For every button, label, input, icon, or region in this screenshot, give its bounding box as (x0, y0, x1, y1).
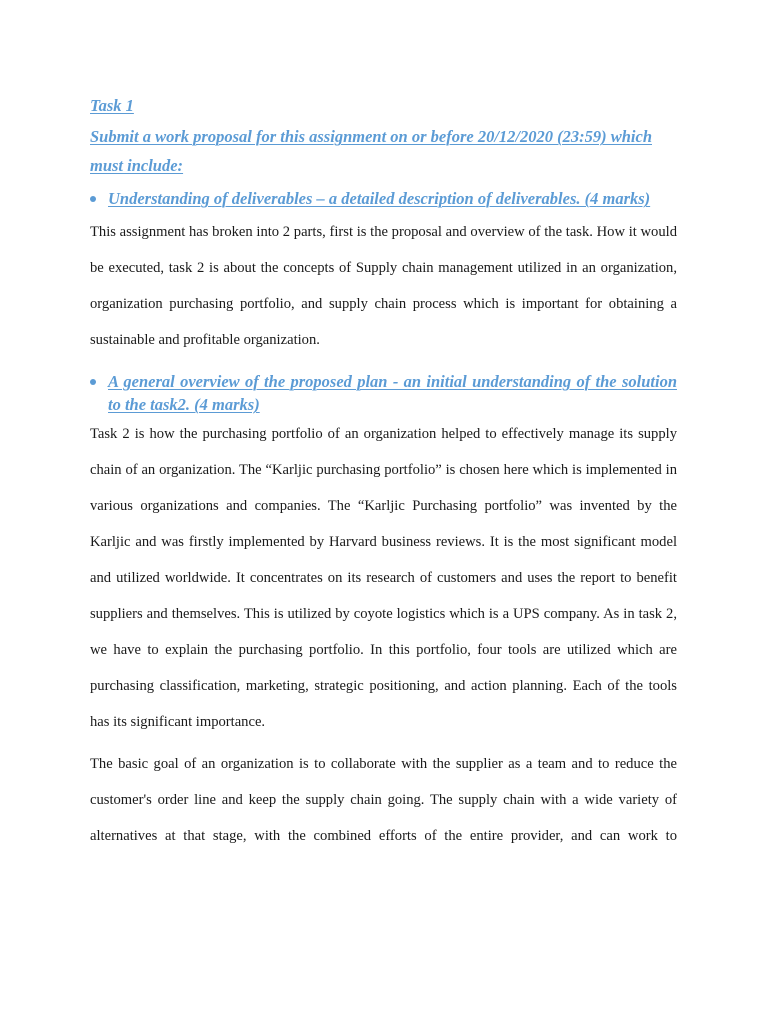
task-title (90, 94, 677, 117)
submit-instruction (90, 125, 677, 148)
bullet-dot-icon (90, 379, 96, 385)
section-heading-deliverables (90, 187, 677, 210)
section-heading-overview (90, 370, 677, 416)
section-heading-overview-text (108, 370, 677, 416)
bullet-dot-icon (90, 196, 96, 202)
section-heading-overview-label: A general overview of the proposed plan - an initial understanding of the solution to the task2. (4 marks) (108, 372, 677, 414)
section-heading-deliverables-label: Understanding of deliverables – a detailed description of deliverables. (4 marks) (108, 189, 651, 208)
overview-paragraph-2: The basic goal of an organization is to collaborate with the supplier as a team and to reduce the customer's order line and keep the supply chain going. The supply chain with a wide variety of alternatives at that stage, with the combined efforts of the entire provider, and can work to (90, 756, 677, 844)
must-include-label (90, 154, 677, 177)
must-include-text: must include: (90, 156, 184, 175)
document-content (90, 94, 677, 854)
deliverables-paragraph: This assignment has broken into 2 parts, first is the proposal and overview of the task. How it would be executed, task 2 is about the concepts of Supply chain management utilized in an organization, organization purchasing portfolio, and supply chain process which is important for obtaining a sustainable and profitable organization. (90, 224, 677, 348)
section-heading-deliverables-text (108, 187, 677, 210)
submit-instruction-text: Submit a work proposal for this assignment on or before 20/12/2020 (23:59) which (90, 127, 652, 146)
overview-paragraph-1: Task 2 is how the purchasing portfolio of an organization helped to effectively manage its supply chain of an organization. The “Karljic purchasing portfolio” is chosen here which is implemented in various organizations and companies. The “Karljic Purchasing portfolio” was invented by the Karljic and was firstly implemented by Harvard business reviews. It is the most significant model and utilized worldwide. It concentrates on its research of customers and uses the report to benefit suppliers and themselves. This is utilized by coyote logistics which is a UPS company. As in task 2, we have to explain the purchasing portfolio. In this portfolio, four tools are utilized which are purchasing classification, marketing, strategic positioning, and action planning. Each of the tools has its significant importance. (90, 426, 677, 730)
task-title-text: Task 1 (90, 96, 134, 115)
